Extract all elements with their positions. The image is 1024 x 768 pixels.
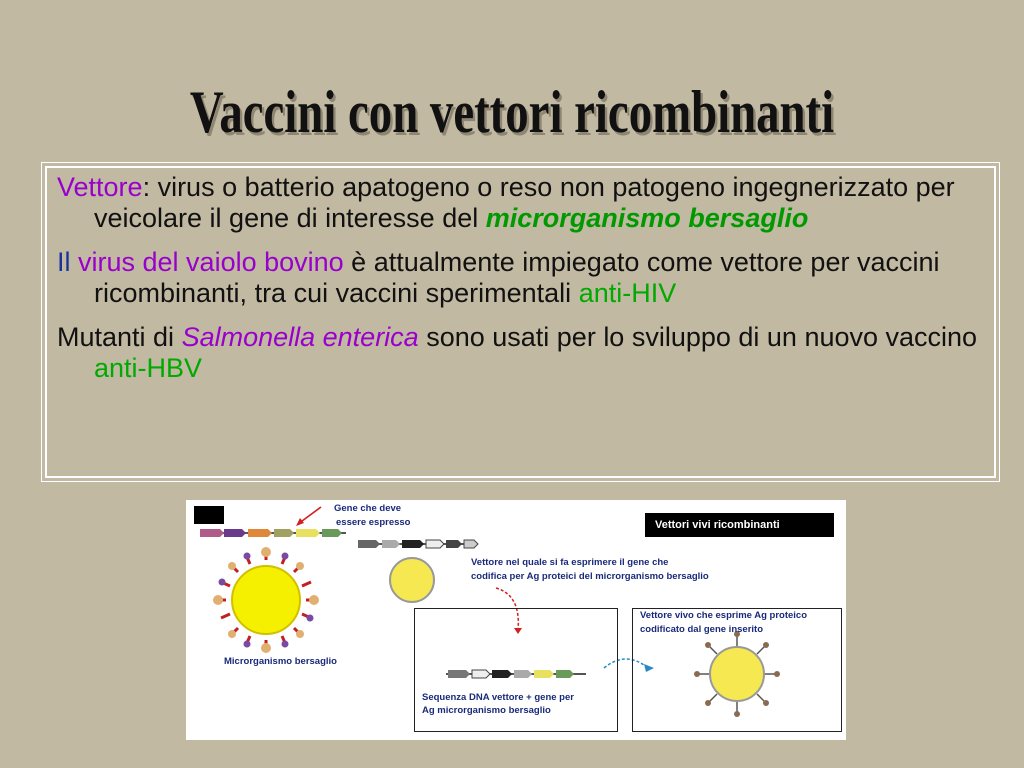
slide-title: Vaccini con vettori ricombinanti xyxy=(189,79,835,145)
header-label-box: Vettori vivi ricombinanti xyxy=(645,513,834,537)
term-microrganismo-bersaglio: microrganismo bersaglio xyxy=(485,203,809,233)
bullet-vaiolo-lead: Il xyxy=(57,247,79,277)
live-vector-label-1: Vettore vivo che esprime Ag proteico xyxy=(640,610,808,621)
term-vettore: Vettore xyxy=(57,172,143,202)
term-salmonella: Salmonella enterica xyxy=(181,322,419,352)
vector-label-1: Vettore nel quale si fa esprimere il gene che xyxy=(471,557,669,568)
bullet-salmonella-text: sono usati per lo sviluppo di un nuovo vaccino xyxy=(418,322,978,352)
bullet-vaiolo xyxy=(57,247,997,309)
vector-dna-strand xyxy=(358,540,478,548)
live-vector-label-2: codificato dal gene inserito xyxy=(640,624,763,635)
vector-label-2: codifica per Ag proteici del microrganismo bersaglio xyxy=(471,571,709,582)
vector-diagram-figure xyxy=(186,500,846,740)
bullet-vaiolo-text: è attualmente impiegato come vettore per vaccini ricombinanti, tra cui vaccini sperimentali xyxy=(94,247,940,308)
red-arrow-to-gene xyxy=(296,507,321,526)
sequence-label-1: Sequenza DNA vettore + gene per xyxy=(422,692,574,703)
bullet-salmonella xyxy=(57,322,997,384)
bullet-list xyxy=(57,172,997,397)
sequence-label-2: Ag microrganismo bersaglio xyxy=(422,705,551,716)
target-microorganism xyxy=(213,547,319,653)
gene-label-1: Gene che deve xyxy=(334,503,402,514)
term-anti-hbv: anti-HBV xyxy=(94,353,203,383)
gene-label-2: essere espresso xyxy=(336,517,411,528)
target-microorganism-label: Microrganismo bersaglio xyxy=(224,656,337,667)
term-vaiolo-bovino: virus del vaiolo bovino xyxy=(78,247,344,277)
bullet-vettore xyxy=(57,172,997,234)
vector-sphere xyxy=(390,558,434,602)
term-anti-hiv: anti-HIV xyxy=(578,278,677,308)
gene-dna-strand xyxy=(200,529,346,537)
bullet-vettore-text: : virus o batterio apatogeno o reso non patogeno ingegnerizzato per veicolare il gene di interesse del xyxy=(94,172,955,233)
bullet-salmonella-lead: Mutanti di xyxy=(57,322,182,352)
